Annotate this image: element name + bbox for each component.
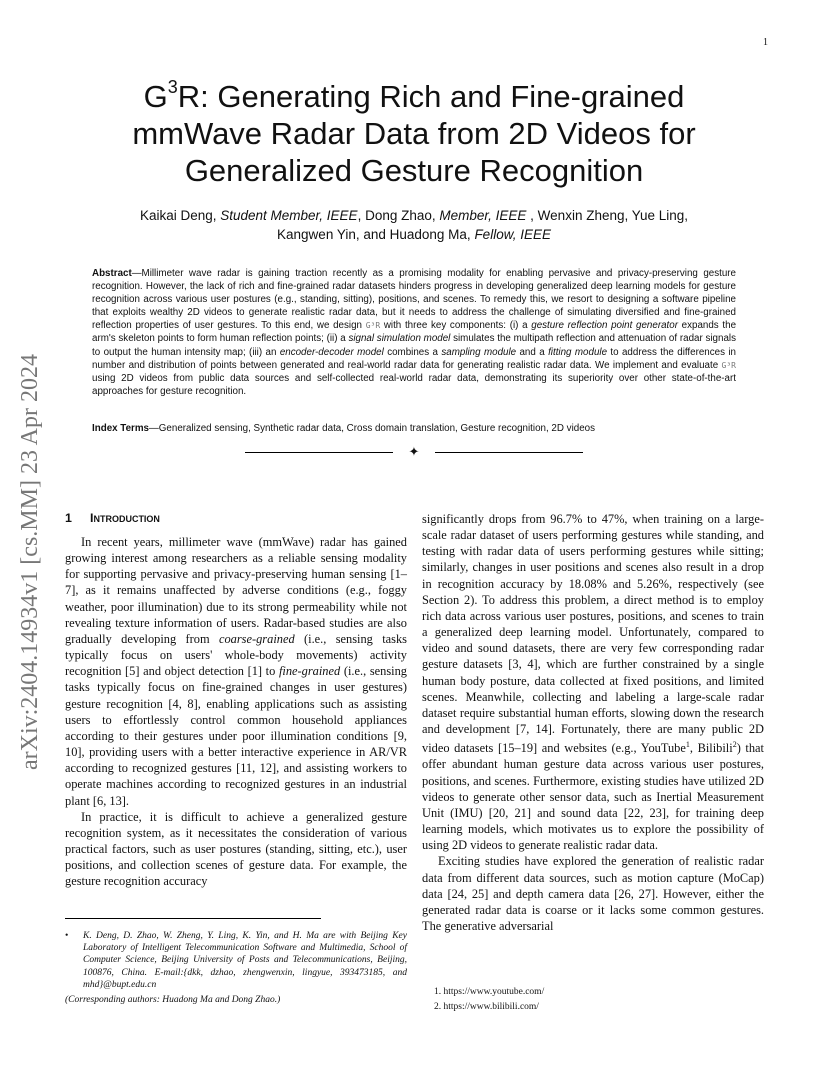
author-line1-a: Kaikai Deng, [139,208,221,223]
footnote-1: 1. https://www.youtube.com/ [434,987,545,997]
author-line2-b: Fellow, IEEE [474,227,551,242]
footnote-2: 2. https://www.bilibili.com/ [434,1001,539,1012]
section-title: Introduction [90,511,160,525]
index-terms-label: Index Terms [92,423,149,434]
index-terms [92,422,736,435]
intro-paragraph-2: In practice, it is difficult to achieve a generalized gesture recognition system, as it necessitates the consideration of various practical factors, such as user postures (standing, sitting, etc.), user positions, and collection scenes of gesture data. For example, the gesture recognition accuracy [65,809,407,889]
intro-p1-a: In recent years, millimeter wave (mmWave) radar has gained growing interest among researchers as a reliable sensing modality for supporting pervasive and privacy-preserving human sensing [1–7], as it remains unaffected by adverse conditions (e.g., foggy weather, poor illumination) due to its strong permeability while not revealing texture information of users. Radar-based studies are also gradually developing from [65,535,407,646]
star-icon: ✦ [408,445,420,460]
author-line2-a: Kangwen Yin, and Huadong Ma, [277,227,475,242]
author-line1-d: Member, IEEE [439,208,527,223]
abstract-p2: with three key components: (i) a [380,320,532,332]
abstract-p6: and a [516,346,549,358]
intro-paragraph-1 [65,534,407,809]
intro-paragraph-3 [422,511,764,853]
author-line1-e: , Wenxin Zheng, Yue Ling, [526,208,689,223]
intro-p3-b: , Bilibili [689,741,733,756]
title-prefix: G [143,79,168,114]
footnote-rule [65,918,321,919]
intro-p3-a: significantly drops from 96.7% to 47%, when training on a large-scale radar dataset of users performing gestures while standing, and testing with radar data of users performing gestures while sitting; similarly, changes in user positions and scenes also result in a drop in recognition accuracy by 18.08% and 5.26%, respectively (see Section 2). To address this problem, a direct method is to employ rich data across various user postures, positions, and scenes to train a generalized deep learning model. Unfortunately, compared to video and sound datasets, there are very few corresponding radar gesture datasets [3, 4], which are further constrained by a single human body posture, data collected at fixed positions, and limited scenes. Meanwhile, collecting and labeling a large-scale radar dataset require substantial human efforts, slowing down the research and development [7, 14]. Fortunately, there are many public 2D video datasets [15–19] and websites (e.g., YouTube [422,512,764,756]
bullet-icon: • [65,931,69,941]
abstract-e3: encoder-decoder model [279,346,384,358]
abstract-p4: simulates the multipath reflection and attenuation of radar signals to output the human intensity map; (iii) an [92,333,736,358]
footnote-list [422,985,764,1014]
abstract-p8: using 2D videos from public data sources and self-collected real-world radar data, demonstrating its superiority over other state-of-the-art approaches for gesture recognition. [92,372,736,397]
intro-p1-c: (i.e., sensing tasks typically focus on fine-grained changes in user gestures) gesture recognition [4, 8], enabling applications such as assisting users to effortlessly control common household appliances according to their gestures under poor illumination conditions [9, 10], providing users with a better interactive experience in AR/VR according to recognized gestures [11, 12], and assisting workers to operate machines according to recognized gestures in an industrial plant [6, 13]. [65,664,407,808]
separator-line-left [245,452,393,453]
corresponding-authors: (Corresponding authors: Huadong Ma and Dong Zhao.) [65,995,281,1005]
separator-line-right [435,452,583,453]
paper-title [90,78,738,189]
abstract-label: Abstract [92,268,132,279]
author-line1-b: Student Member, IEEE [220,208,358,223]
affiliation-text: K. Deng, D. Zhao, W. Zheng, Y. Ling, K. Yin, and H. Ma are with Beijing Key Laboratory of Intelligent Telecommunication Software and Multimedia, School of Computer Science, Beijing University of Posts and Telecommunications, Beijing, 100876, China. E-mail:{dkk, dzhao, zhengwenxin, lingyue, 393473185, and mhd}@bupt.edu.cn [83,931,407,990]
right-column [422,511,764,934]
section-heading [65,510,407,527]
abstract-p7: to address the differences in number and distribution of points between generated and real-world radar data for generating realistic radar data. We implement and evaluate [92,346,737,371]
author-list [70,206,758,244]
section-separator [245,444,583,462]
abstract-p3: expands the arm's skeleton points to form human reflection points; (ii) a [92,320,737,345]
abstract [92,267,736,398]
abstract-p5: combines a [383,346,442,358]
title-rest: R: Generating Rich and Fine-grained mmWave Radar Data from 2D Videos for Generalized Gesture Recognition [132,79,696,188]
intro-p1-b: (i.e., sensing tasks typically focus on users' whole-body movements) activity recognition [5] and object detection [1] to [65,631,407,679]
left-column [65,534,407,889]
abstract-e5: fitting module [548,346,608,358]
intro-p3-c: ) that offer abundant human gesture data across various user postures, positions, and scenes. Furthermore, existing studies have utilized 2D videos to generate other sensor data, such as Inertial Measurement Unit (IMU) [20, 21] and sound data [22, 23], for training deep learning models, which motivates us to explore the possibility of using 2D videos to generate realistic radar data. [422,741,765,853]
page-number: 1 [763,37,768,48]
section-number: 1 [65,511,72,525]
abstract-p1: —Millimeter wave radar is gaining traction recently as a promising modality for enabling pervasive and privacy-preserving gesture recognition. However, the lack of rich and fine-grained radar datasets hinders progress in developing generalized deep learning models for gesture recognition across various user postures (e.g., standing, sitting), positions, and scenes. To remedy this, we resort to designing a software pipeline that exploits wealthy 2D videos to generate realistic radar data, but it needs to address the challenge of simulating diversified and fine-grained reflection properties of user gestures. To this end, we design [92,268,736,332]
footnote-mark-1: 1 [685,740,690,750]
title-superscript: 3 [167,77,178,97]
system-name-1: G³R [365,321,381,331]
footnote-mark-2: 2 [732,740,737,750]
arxiv-identifier: arXiv:2404.14934v1 [cs.MM] 23 Apr 2024 [17,354,43,770]
author-line1-c: , Dong Zhao, [357,208,440,223]
abstract-e2: signal simulation model [348,333,451,345]
intro-p1-e2: fine-grained [278,664,341,679]
abstract-e4: sampling module [441,346,517,358]
abstract-e1: gesture reflection point generator [531,320,678,332]
intro-paragraph-4: Exciting studies have explored the generation of realistic radar data from different data sources, such as motion capture (MoCap) data [24, 25] and depth camera data [26, 27]. However, either the generated radar data is coarse or it lacks some common gestures. The generative adversarial [422,854,764,934]
intro-p1-e1: coarse-grained [218,631,295,646]
system-name-2: G³R [721,360,736,370]
affiliation-note [65,930,407,991]
index-terms-text: —Generalized sensing, Synthetic radar data, Cross domain translation, Gesture recognition, 2D videos [149,423,595,434]
